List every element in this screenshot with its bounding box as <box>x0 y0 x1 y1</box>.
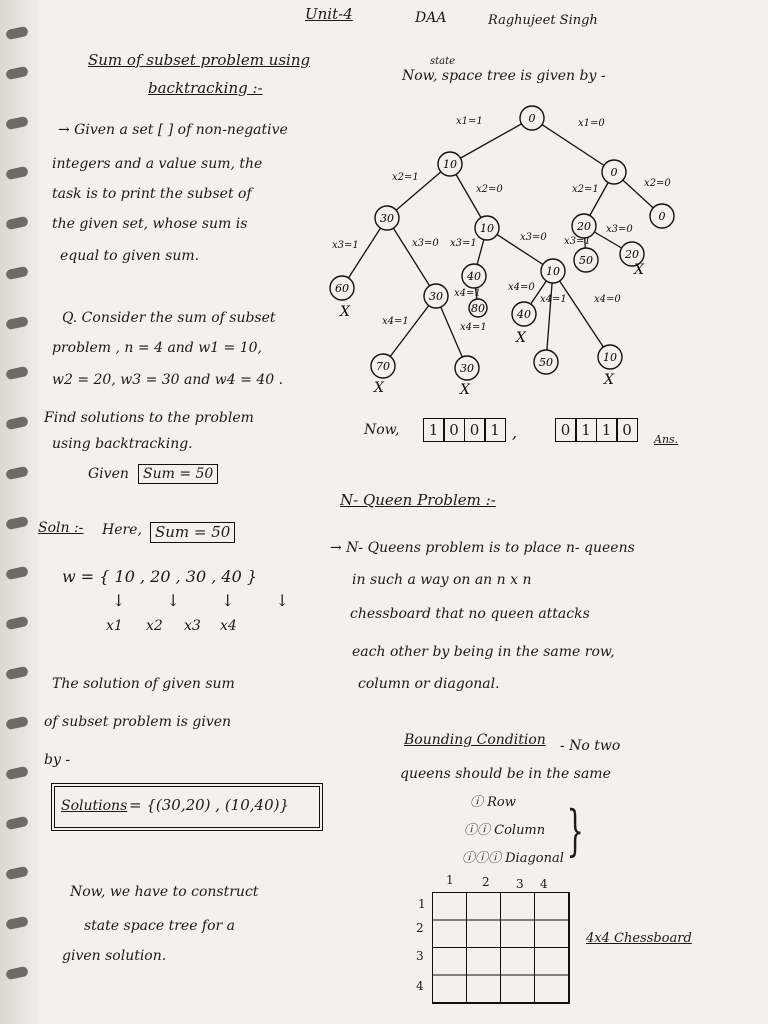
weight-arrows: ↓ ↓ ↓ ↓ <box>112 591 307 610</box>
tree-node <box>455 356 479 380</box>
svg-text:30: 30 <box>460 362 474 375</box>
svg-text:0: 0 <box>658 210 666 223</box>
svg-text:10: 10 <box>603 351 617 364</box>
cross-mark: X <box>634 262 644 278</box>
svg-text:10: 10 <box>546 265 560 278</box>
tree-node <box>598 345 622 369</box>
col-label: 3 <box>516 877 524 891</box>
edge-label: x2=1 <box>572 184 599 195</box>
unit-header: Unit-4 <box>305 5 353 23</box>
tree-node <box>424 284 448 308</box>
bounding-text: queens should be in the same <box>400 766 611 782</box>
solutions-label: Solutions <box>61 798 128 814</box>
final-text-line: state space tree for a <box>84 918 236 934</box>
solution-b-cell: 1 <box>596 418 618 442</box>
x-var: x4 <box>220 618 237 634</box>
subset-title-line1: Sum of subset problem using <box>88 51 311 69</box>
edge-label: x4=1 <box>540 294 567 305</box>
svg-text:50: 50 <box>579 254 593 267</box>
subset-title-line2: backtracking :- <box>148 79 263 97</box>
here-sum-box: Sum = 50 <box>150 522 235 543</box>
tree-edge <box>546 271 553 362</box>
soln-label: Soln :- <box>38 520 84 536</box>
bounding-label: Bounding Condition <box>404 732 546 748</box>
cross-mark: X <box>374 380 384 396</box>
nqueen-desc-line: chessboard that no queen attacks <box>350 606 590 622</box>
tree-node <box>534 350 558 374</box>
row-label: 4 <box>416 979 424 993</box>
svg-text:10: 10 <box>480 222 494 235</box>
tree-node <box>520 106 544 130</box>
svg-text:0: 0 <box>528 112 536 125</box>
edge-label: x1=0 <box>578 118 605 129</box>
final-text-line: Now, we have to construct <box>70 884 259 900</box>
col-label: 1 <box>446 873 454 887</box>
edge-label: x1=1 <box>456 116 483 127</box>
solution-b-cell: 1 <box>575 418 597 442</box>
tree-node <box>574 248 598 272</box>
solution-text-line: by - <box>44 752 71 768</box>
solution-text-line: of subset problem is given <box>44 714 232 730</box>
edge-label: x3=0 <box>520 232 547 243</box>
tree-node <box>462 264 486 288</box>
tree-node <box>475 216 499 240</box>
desc-line: task is to print the subset of <box>52 186 252 202</box>
final-text-line: given solution. <box>62 948 167 964</box>
condition-item: ⓘⓘ Column <box>464 823 546 838</box>
desc-line: integers and a value sum, the <box>52 156 263 172</box>
tree-node <box>438 152 462 176</box>
row-label: 3 <box>416 949 424 963</box>
subject-header: DAA <box>415 10 447 26</box>
edge-label: x3=0 <box>412 238 439 249</box>
edge-label: x2=1 <box>392 172 419 183</box>
solution-text-line: The solution of given sum <box>52 676 235 692</box>
brace: } <box>566 799 584 862</box>
author-header: Raghujeet Singh <box>488 13 598 28</box>
condition-item: ⓘⓘⓘ Diagonal <box>462 851 564 866</box>
edge-label: x3=1 <box>450 238 477 249</box>
x-var: x3 <box>184 618 201 634</box>
solution-a-cell: 1 <box>423 418 445 442</box>
question-line: problem , n = 4 and w1 = 10, <box>52 340 262 356</box>
edge-label: x4=1 <box>382 316 409 327</box>
tree-node <box>650 204 674 228</box>
nqueen-desc-line: each other by being in the same row, <box>352 644 615 660</box>
edge-label: x3=1 <box>332 240 359 251</box>
ans-label: Ans. <box>654 433 679 446</box>
edge-label: x2=0 <box>476 184 503 195</box>
tree-node <box>469 299 487 317</box>
solutions-value: = {(30,20) , (10,40)} <box>129 796 290 814</box>
tree-edge <box>387 218 436 296</box>
row-label: 2 <box>416 921 424 935</box>
comma: , <box>512 423 518 442</box>
here-label: Here, <box>102 522 142 538</box>
tree-node <box>602 160 626 184</box>
tree-node <box>512 302 536 326</box>
nqueen-desc-line: → N- Queens problem is to place n- queens <box>330 540 635 556</box>
tree-node <box>371 354 395 378</box>
condition-item: ⓘ Row <box>470 795 516 810</box>
col-label: 2 <box>482 875 490 889</box>
question-line: w2 = 20, w3 = 30 and w4 = 40 . <box>52 372 284 388</box>
solution-a-array <box>424 418 506 442</box>
state-word: state <box>430 56 456 67</box>
cross-mark: X <box>460 382 470 398</box>
row-label: 1 <box>418 897 426 911</box>
nqueen-desc-line: column or diagonal. <box>358 676 500 692</box>
edge-label: x3=0 <box>606 224 633 235</box>
question-line: using backtracking. <box>52 436 193 452</box>
cross-mark: X <box>516 330 526 346</box>
tree-edge <box>383 296 436 366</box>
edge-label: x4=1 <box>460 322 487 333</box>
svg-text:10: 10 <box>443 158 457 171</box>
bounding-text: - No two <box>560 738 621 754</box>
now-label: Now, <box>364 422 400 438</box>
tree-node <box>375 206 399 230</box>
svg-text:80: 80 <box>471 302 485 315</box>
cross-mark: X <box>604 372 614 388</box>
cross-mark: X <box>340 304 350 320</box>
edge-label: x4=0 <box>594 294 621 305</box>
x-var: x2 <box>146 618 163 634</box>
desc-line: equal to given sum. <box>60 248 200 264</box>
solution-a-cell: 0 <box>464 418 486 442</box>
weight-set: w = { 10 , 20 , 30 , 40 } <box>62 567 258 586</box>
question-line: Find solutions to the problem <box>44 410 254 426</box>
edge-label: x3=1 <box>564 236 591 247</box>
tree-node <box>541 259 565 283</box>
col-label: 4 <box>540 877 548 891</box>
tree-edge <box>553 271 610 357</box>
svg-text:70: 70 <box>376 360 390 373</box>
svg-text:30: 30 <box>429 290 443 303</box>
desc-line: → Given a set [ ] of non-negative <box>58 122 288 138</box>
svg-text:40: 40 <box>517 308 531 321</box>
desc-line: the given set, whose sum is <box>52 216 248 232</box>
edge-label: x2=0 <box>644 178 671 189</box>
board-label: 4x4 Chessboard <box>586 931 692 946</box>
nqueen-desc-line: in such a way on an n x n <box>352 572 532 588</box>
nqueen-title: N- Queen Problem :- <box>340 491 496 509</box>
svg-text:20: 20 <box>577 220 591 233</box>
solution-b-cell: 0 <box>616 418 638 442</box>
edge-label: x4=0 <box>508 282 535 293</box>
x-var: x1 <box>106 618 123 634</box>
tree-node <box>572 214 596 238</box>
solution-a-cell: 1 <box>484 418 506 442</box>
solution-b-cell: 0 <box>555 418 577 442</box>
solution-a-cell: 0 <box>443 418 465 442</box>
svg-text:20: 20 <box>625 248 639 261</box>
given-label: Given <box>88 466 129 482</box>
svg-text:60: 60 <box>335 282 349 295</box>
chessboard-grid <box>432 892 570 1004</box>
svg-text:0: 0 <box>610 166 618 179</box>
svg-text:30: 30 <box>380 212 394 225</box>
solution-b-array <box>556 418 638 442</box>
edge-label: x4=1 <box>454 288 481 299</box>
given-sum-box: Sum = 50 <box>138 464 218 484</box>
question-line: Q. Consider the sum of subset <box>62 310 276 326</box>
svg-text:50: 50 <box>539 356 553 369</box>
tree-node <box>330 276 354 300</box>
svg-text:40: 40 <box>467 270 481 283</box>
tree-title: Now, space tree is given by - <box>402 68 606 84</box>
